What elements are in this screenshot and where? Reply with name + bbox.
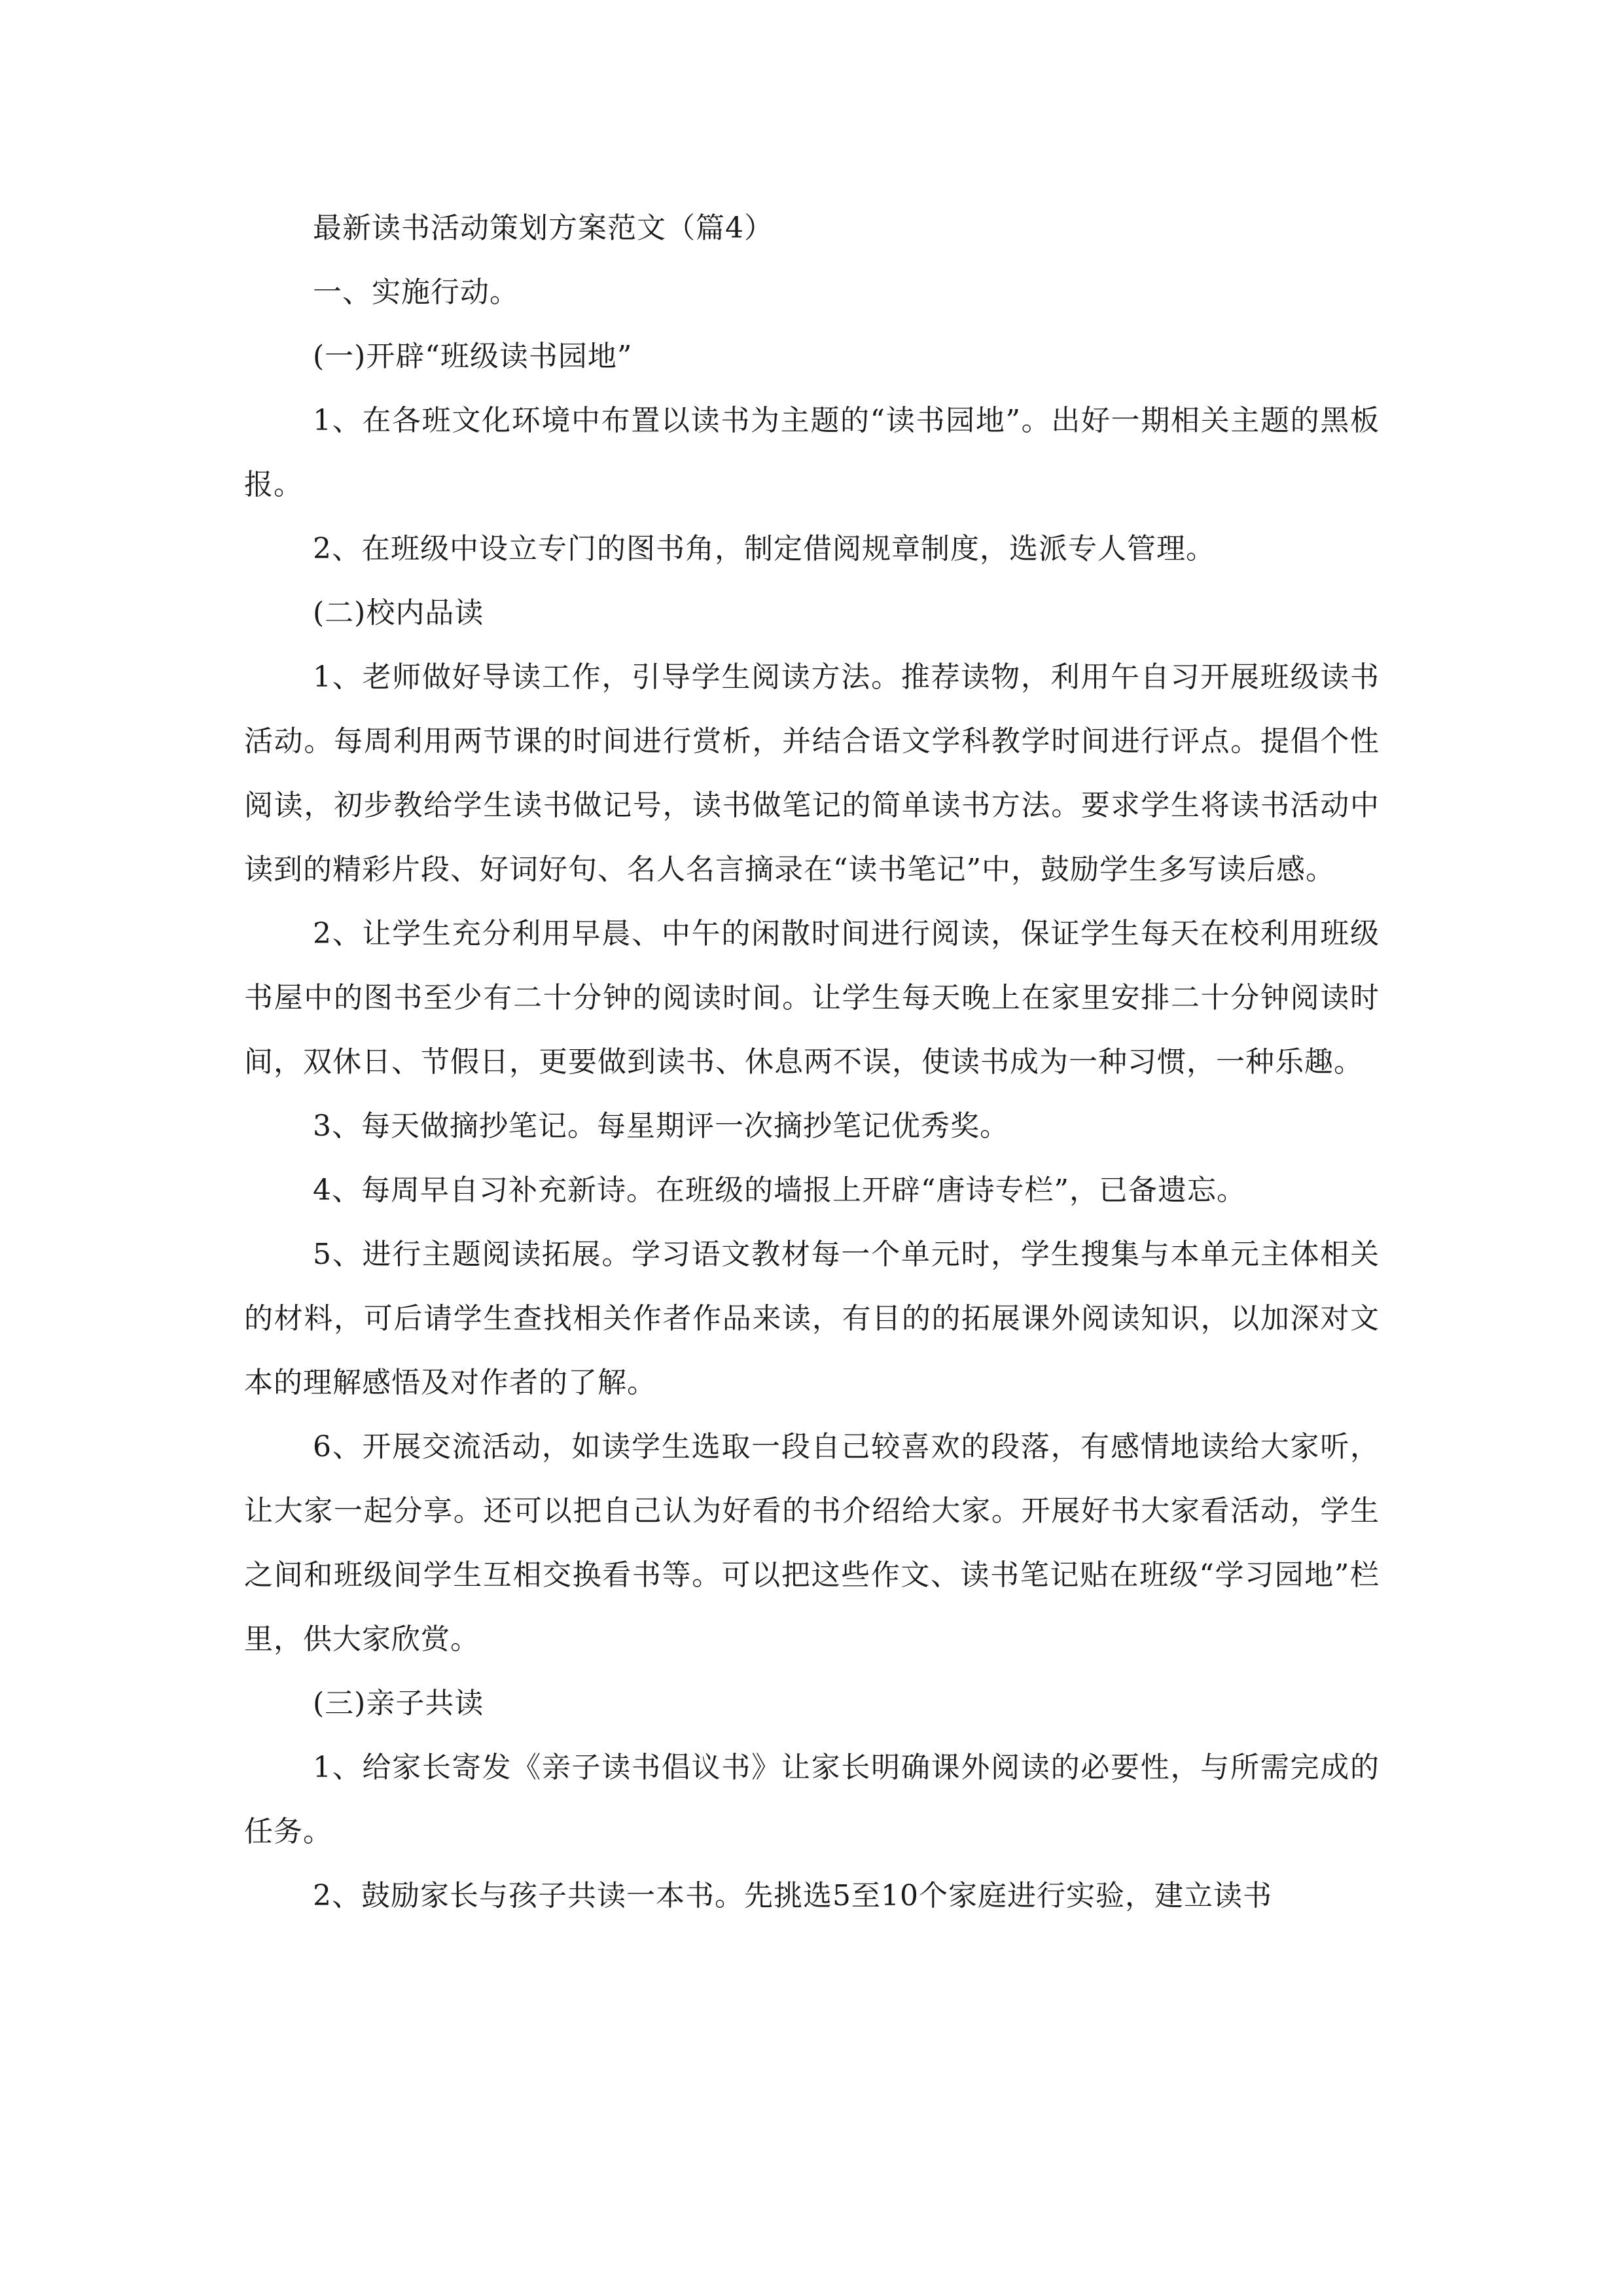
paragraph: 2、在班级中设立专门的图书角，制定借阅规章制度，选派专人管理。 [313,532,1215,565]
document-title: 最新读书活动策划方案范文（篇4） [313,211,774,245]
paragraph: 1、老师做好导读工作，引导学生阅读方法。推荐读物，利用午自习开展班级读书活动。每周利用两节课的时间进行赏析，并结合语文学科教学时间进行评点。提倡个性阅读，初步教给学生读书做记号，读书做笔记的简单读书方法。要求学生将读书活动中读到的精彩片段、好词好句、名人名言摘录在“读书笔记”中，鼓励学生多写读后感。 [244,660,1380,886]
paragraph: 5、进行主题阅读拓展。学习语文教材每一个单元时，学生搜集与本单元主体相关的材料，可后请学生查找相关作者作品来读，有目的的拓展课外阅读知识，以加深对文本的理解感悟及对作者的了解。 [244,1238,1380,1399]
section-heading: 一、实施行动。 [313,276,519,309]
paragraph: 2、鼓励家长与孩子共读一本书。先挑选5至10个家庭进行实验，建立读书 [313,1879,1272,1912]
subsection-heading: (一)开辟“班级读书园地” [313,340,633,373]
paragraph: 4、每周早自习补充新诗。在班级的墙报上开辟“唐诗专栏”，已备遗忘。 [313,1174,1246,1207]
paragraph: 6、开展交流活动，如读学生选取一段自己较喜欢的段落，有感情地读给大家听，让大家一起分享。还可以把自己认为好看的书介绍给大家。开展好书大家看活动，学生之间和班级间学生互相交换看书等。可以把这些作文、读书笔记贴在班级“学习园地”栏里，供大家欣赏。 [244,1430,1380,1656]
subsection-heading: (二)校内品读 [313,596,484,630]
paragraph: 2、让学生充分利用早晨、中午的闲散时间进行阅读，保证学生每天在校利用班级书屋中的图书至少有二十分钟的阅读时间。让学生每天晚上在家里安排二十分钟阅读时间，双休日、节假日，更要做到读书、休息两不误，使读书成为一种习惯，一种乐趣。 [244,917,1380,1079]
paragraph: 3、每天做摘抄笔记。每星期评一次摘抄笔记优秀奖。 [313,1109,1009,1143]
paragraph: 1、在各班文化环境中布置以读书为主题的“读书园地”。出好一期相关主题的黑板报。 [244,404,1380,501]
subsection-heading: (三)亲子共读 [313,1687,484,1720]
document-body [244,196,1380,1928]
paragraph: 1、给家长寄发《亲子读书倡议书》让家长明确课外阅读的必要性，与所需完成的任务。 [244,1751,1380,1848]
